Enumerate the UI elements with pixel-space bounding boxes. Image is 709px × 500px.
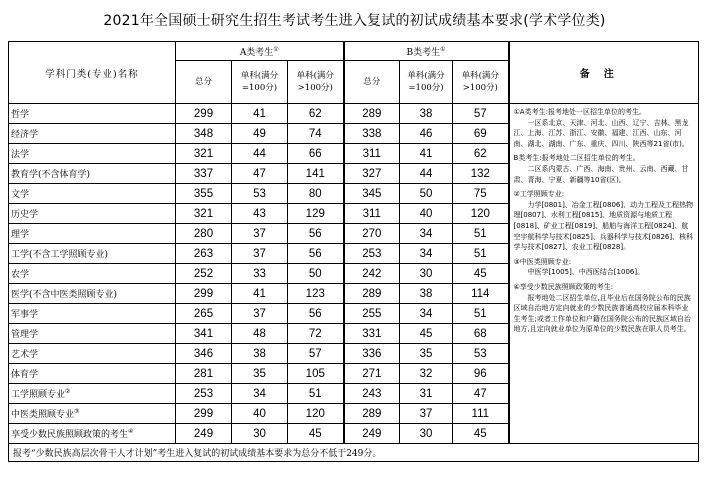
note-item (514, 257, 696, 278)
score-cell-b: 327 (344, 164, 400, 184)
score-cell-a: 80 (288, 184, 344, 204)
note-body: 二区系内蒙古、广西、海南、贵州、云南、西藏、甘肃、青海、宁夏、新疆等10省(区)。 (513, 164, 689, 184)
subject-cell: 工学照顾专业② (9, 384, 176, 404)
score-cell-a: 37 (232, 304, 288, 324)
score-cell-b: 289 (344, 104, 400, 124)
score-cell-a: 56 (288, 224, 344, 244)
score-cell-b: 57 (453, 104, 509, 124)
score-cell-b: 271 (344, 364, 400, 384)
score-cell-b: 132 (453, 164, 509, 184)
score-cell-b: 289 (344, 404, 400, 424)
notes-cell (509, 104, 699, 444)
note-item (514, 153, 696, 185)
score-cell-a: 72 (288, 324, 344, 344)
table-row (9, 104, 699, 124)
score-cell-a: 41 (232, 104, 288, 124)
score-cell-a: 40 (232, 404, 288, 424)
a-single-over-100-header: 单科(满分>100分) (288, 61, 344, 104)
score-cell-b: 311 (344, 204, 400, 224)
subject-header: 学科门类(专业)名称 (9, 42, 176, 104)
score-cell-a: 30 (232, 424, 288, 444)
note-body: 中医学[1005]、中西医结合[1006]。 (527, 268, 645, 277)
score-cell-a: 43 (232, 204, 288, 224)
score-cell-b: 270 (344, 224, 400, 244)
score-cell-a: 48 (232, 324, 288, 344)
note-item (514, 189, 696, 253)
subject-cell: 教育学(不含体育学) (9, 164, 176, 184)
score-cell-b: 45 (453, 424, 509, 444)
score-cell-a: 123 (288, 284, 344, 304)
subject-cell: 哲学 (9, 104, 176, 124)
score-cell-a: 33 (232, 264, 288, 284)
score-cell-a: 299 (176, 284, 232, 304)
score-cell-a: 74 (288, 124, 344, 144)
score-cell-b: 114 (453, 284, 509, 304)
score-cell-a: 51 (288, 384, 344, 404)
score-cell-a: 45 (288, 424, 344, 444)
score-cell-b: 68 (453, 324, 509, 344)
score-cell-b: 35 (400, 344, 453, 364)
note-heading: ②工学照顾专业: (513, 190, 565, 199)
score-cell-a: 280 (176, 224, 232, 244)
score-cell-a: 263 (176, 244, 232, 264)
b-total-header: 总分 (344, 61, 400, 104)
score-cell-a: 346 (176, 344, 232, 364)
score-cell-b: 249 (344, 424, 400, 444)
score-cell-a: 321 (176, 144, 232, 164)
footer-row (9, 444, 699, 462)
score-cell-b: 69 (453, 124, 509, 144)
note-heading: ④享受少数民族照顾政策的考生: (513, 282, 614, 291)
score-cell-a: 56 (288, 304, 344, 324)
score-cell-a: 299 (176, 104, 232, 124)
note-heading: B类考生:报考地处二区招生单位的考生。 (513, 154, 640, 163)
score-cell-a: 34 (232, 384, 288, 404)
score-cell-b: 34 (400, 224, 453, 244)
score-cell-b: 38 (400, 104, 453, 124)
score-cell-b: 62 (453, 144, 509, 164)
score-cell-b: 45 (400, 324, 453, 344)
b-single-100-header: 单科(满分=100分) (400, 61, 453, 104)
score-cell-a: 44 (232, 144, 288, 164)
subject-cell: 文学 (9, 184, 176, 204)
score-table (8, 41, 699, 462)
score-cell-b: 46 (400, 124, 453, 144)
subject-cell: 军事学 (9, 304, 176, 324)
score-cell-a: 252 (176, 264, 232, 284)
score-cell-b: 34 (400, 304, 453, 324)
subject-cell: 经济学 (9, 124, 176, 144)
score-cell-b: 41 (400, 144, 453, 164)
note-body: 报考地处二区招生单位,且毕业后在国务院公布的民族区域自治地方定向就业的少数民族普通高校应届本科毕业生考生;或者工作单位和户籍在国务院公布的民族区域自治地方,且定向就业单位为原单位的少数民族在职人员考生。 (513, 293, 691, 334)
score-cell-b: 51 (453, 244, 509, 264)
score-cell-a: 355 (176, 184, 232, 204)
note-body: 一区系北京、天津、河北、山西、辽宁、吉林、黑龙江、上海、江苏、浙江、安徽、福建、江西、山东、河南、湖北、湖南、广东、重庆、四川、陕西等21省(市)。 (513, 118, 689, 148)
subject-cell: 工学(不含工学照顾专业) (9, 244, 176, 264)
score-cell-a: 105 (288, 364, 344, 384)
score-cell-b: 38 (400, 284, 453, 304)
score-cell-b: 331 (344, 324, 400, 344)
score-cell-a: 299 (176, 404, 232, 424)
score-cell-b: 243 (344, 384, 400, 404)
note-body: 力学[0801]、冶金工程[0806]、动力工程及工程热物理[0807]、水利工程[0815]、地质资源与地质工程[0818]、矿业工程[0819]、船舶与海洋工程[0824]、航空宇航科学与技术[0825]、兵器科学与技术[0826]、核科学与技术[0827]、农业工程[0828]。 (513, 200, 694, 252)
subject-cell: 艺术学 (9, 344, 176, 364)
score-cell-b: 30 (400, 264, 453, 284)
subject-cell: 法学 (9, 144, 176, 164)
group-b-header: B类考生① (344, 42, 509, 61)
score-cell-b: 51 (453, 224, 509, 244)
subject-cell: 享受少数民族照顾政策的考生④ (9, 424, 176, 444)
score-cell-b: 51 (453, 304, 509, 324)
score-cell-b: 242 (344, 264, 400, 284)
score-cell-a: 56 (288, 244, 344, 264)
note-heading: ③中医类照顾专业: (513, 257, 572, 266)
score-cell-b: 37 (400, 404, 453, 424)
footer-note: 报考“少数民族高层次骨干人才计划”考生进入复试的初试成绩基本要求为总分不低于249分。 (9, 444, 699, 462)
score-cell-b: 34 (400, 244, 453, 264)
score-cell-a: 141 (288, 164, 344, 184)
score-cell-a: 129 (288, 204, 344, 224)
notes-header: 备注 (509, 42, 699, 104)
score-cell-a: 249 (176, 424, 232, 444)
a-single-100-header: 单科(满分=100分) (232, 61, 288, 104)
score-cell-a: 66 (288, 144, 344, 164)
subject-cell: 医学(不含中医类照顾专业) (9, 284, 176, 304)
note-item (514, 282, 696, 335)
score-cell-a: 62 (288, 104, 344, 124)
score-cell-b: 32 (400, 364, 453, 384)
score-cell-a: 47 (232, 164, 288, 184)
score-cell-a: 337 (176, 164, 232, 184)
score-cell-a: 57 (288, 344, 344, 364)
subject-cell: 历史学 (9, 204, 176, 224)
score-cell-a: 281 (176, 364, 232, 384)
score-cell-a: 341 (176, 324, 232, 344)
score-cell-b: 45 (453, 264, 509, 284)
b-single-over-100-header: 单科(满分>100分) (453, 61, 509, 104)
score-cell-a: 348 (176, 124, 232, 144)
subject-cell: 农学 (9, 264, 176, 284)
score-cell-b: 338 (344, 124, 400, 144)
score-cell-b: 50 (400, 184, 453, 204)
score-cell-a: 253 (176, 384, 232, 404)
page-title: 2021年全国硕士研究生招生考试考生进入复试的初试成绩基本要求(学术学位类) (103, 13, 606, 29)
score-cell-b: 96 (453, 364, 509, 384)
score-cell-b: 44 (400, 164, 453, 184)
note-heading: ①A类考生:报考地处一区招生单位的考生。 (513, 108, 646, 116)
score-cell-b: 31 (400, 384, 453, 404)
subject-cell: 体育学 (9, 364, 176, 384)
score-cell-a: 41 (232, 284, 288, 304)
group-a-header: A类考生① (176, 42, 344, 61)
score-cell-a: 265 (176, 304, 232, 324)
score-cell-a: 120 (288, 404, 344, 424)
score-cell-a: 37 (232, 224, 288, 244)
score-cell-b: 111 (453, 404, 509, 424)
score-cell-b: 311 (344, 144, 400, 164)
score-cell-b: 53 (453, 344, 509, 364)
score-cell-a: 50 (288, 264, 344, 284)
score-cell-b: 289 (344, 284, 400, 304)
score-cell-a: 35 (232, 364, 288, 384)
score-cell-b: 336 (344, 344, 400, 364)
score-cell-b: 47 (453, 384, 509, 404)
note-item (514, 107, 696, 149)
score-cell-a: 38 (232, 344, 288, 364)
score-cell-b: 253 (344, 244, 400, 264)
subject-cell: 管理学 (9, 324, 176, 344)
subject-cell: 中医类照顾专业③ (9, 404, 176, 424)
score-cell-b: 75 (453, 184, 509, 204)
score-cell-b: 40 (400, 204, 453, 224)
score-cell-b: 30 (400, 424, 453, 444)
score-cell-a: 53 (232, 184, 288, 204)
score-cell-b: 255 (344, 304, 400, 324)
subject-cell: 理学 (9, 224, 176, 244)
score-cell-a: 49 (232, 124, 288, 144)
score-cell-a: 37 (232, 244, 288, 264)
a-total-header: 总分 (176, 61, 232, 104)
score-cell-b: 345 (344, 184, 400, 204)
score-cell-b: 120 (453, 204, 509, 224)
score-cell-a: 321 (176, 204, 232, 224)
